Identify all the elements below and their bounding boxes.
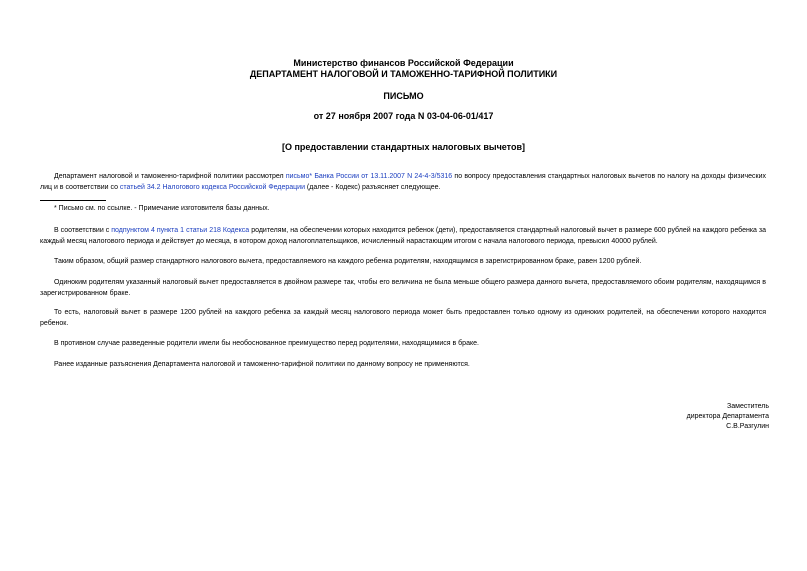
signature-position-2: директора Департамента <box>686 413 769 420</box>
paragraph-3: Таким образом, общий размер стандартного налогового вычета, предоставляемого на каждого ребенка родителям, находящимся в зарегистрированном браке, равен 1200 рублей. <box>54 258 642 265</box>
paragraph-7: Ранее изданные разъяснения Департамента налоговой и таможенно-тарифной политики по данному вопросу не применяются. <box>54 361 470 368</box>
tax-code-article-link[interactable]: статьей 34.2 Налогового кодекса Российской Федерации <box>119 184 305 191</box>
paragraph-2-text-b: родителям, на обеспечении которых находится ребенок (дети), предоставляется стандартный налоговый вычет в размере 600 рублей на каждого ребенка за каждый месяц налогового периода и действует до месяца, в котором доход налогоплательщиков, исчисленный нарастающим итогом с начала налогового периода, превысил 40000 рублей. <box>40 227 767 245</box>
paragraph-4: Одиноким родителям указанный налоговый вычет предоставляется в двойном размере так, чтобы его величина не была меньше общего размера данного вычета, предоставляемого обоим родителям, находящимся в зарегистрированном браке. <box>40 279 766 297</box>
bank-letter-link[interactable]: письмо* Банка России от 13.11.2007 N 24-4-3/5316 <box>285 173 453 180</box>
paragraph-1-text-a: Департамент налоговой и таможенно-тарифной политики рассмотрел <box>54 173 286 180</box>
article-218-link[interactable]: подпунктом 4 пункта 1 статьи 218 Кодекса <box>111 227 250 234</box>
paragraph-6: В противном случае разведенные родители имели бы необоснованное преимущество перед родителями, находящимися в браке. <box>54 340 479 347</box>
document-date-number: от 27 ноября 2007 года N 03-04-06-01/417 <box>313 111 494 121</box>
footnote-divider <box>40 200 106 201</box>
paragraph-1-text-c: (далее - Кодекс) разъясняет следующее. <box>304 184 441 191</box>
paragraph-2-text-a: В соответствии с <box>54 227 112 234</box>
paragraph-5: То есть, налоговый вычет в размере 1200 рублей на каждого ребенка за каждый месяц налогового периода может быть предоставлен только одному из одиноких родителей, на обеспечении которого находится ребенок. <box>40 309 766 327</box>
department-title: ДЕПАРТАМЕНТ НАЛОГОВОЙ И ТАМОЖЕННО-ТАРИФНОЙ ПОЛИТИКИ <box>249 69 558 79</box>
document-subject: [О предоставлении стандартных налоговых вычетов] <box>282 142 525 152</box>
paragraph-1-text-b: по вопросу предоставления стандартных налоговых вычетов по налогу на доходы физических лиц и в соответствии со <box>40 173 767 191</box>
signature-name: С.В.Разгулин <box>726 423 769 430</box>
signature-block <box>687 402 769 432</box>
footnote: * Письмо см. по ссылке. - Примечание изготовителя базы данных. <box>54 205 270 212</box>
ministry-title: Министерство финансов Российской Федерации <box>293 58 514 68</box>
paragraph-1 <box>40 171 766 193</box>
paragraph-2 <box>40 225 766 247</box>
signature-position-1: Заместитель <box>727 403 769 410</box>
document-type: ПИСЬМО <box>383 91 424 101</box>
